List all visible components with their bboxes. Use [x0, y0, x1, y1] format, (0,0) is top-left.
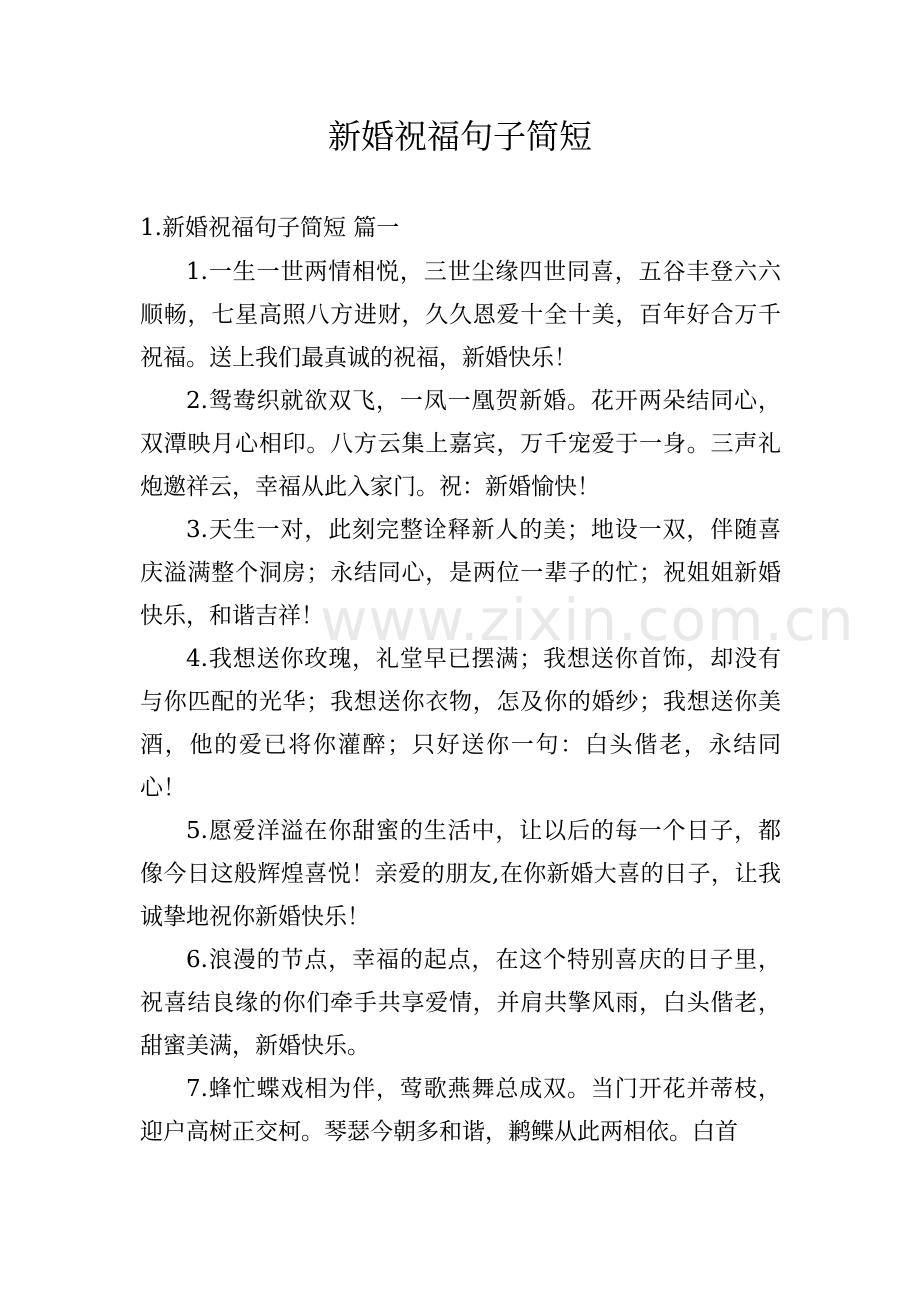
wish-paragraph-5: 5.愿爱洋溢在你甜蜜的生活中，让以后的每一个日子，都像今日这般辉煌喜悦！亲爱的朋友,在你新婚大喜的日子，让我诚挚地祝你新婚快乐！: [140, 818, 781, 930]
wish-paragraph-6: 6.浪漫的节点，幸福的起点，在这个特别喜庆的日子里，祝喜结良缘的你们牵手共享爱情，并肩共擎风雨，白头偕老，甜蜜美满，新婚快乐。: [140, 947, 781, 1059]
wish-paragraph-4: 4.我想送你玫瑰，礼堂早已摆满；我想送你首饰，却没有与你匹配的光华；我想送你衣物，怎及你的婚纱；我想送你美酒，他的爱已将你灌醉；只好送你一句：白头偕老，永结同心！: [140, 646, 781, 801]
document-title: 新婚祝福句子简短: [328, 117, 592, 156]
document-body: [140, 251, 781, 1154]
section-heading: 1.新婚祝福句子简短 篇一: [140, 215, 400, 241]
wish-paragraph-1: 1.一生一世两情相悦，三世尘缘四世同喜，五谷丰登六六顺畅，七星高照八方进财，久久恩爱十全十美，百年好合万千祝福。送上我们最真诚的祝福，新婚快乐！: [140, 259, 781, 371]
wish-paragraph-7: 7.蜂忙蝶戏相为伴，莺歌燕舞总成双。当门开花并蒂枝，迎户高树正交柯。琴瑟今朝多和谐，鹣鲽从此两相依。白首: [140, 1076, 781, 1145]
wish-paragraph-3: 3.天生一对，此刻完整诠释新人的美；地设一双，伴随喜庆溢满整个洞房；永结同心，是两位一辈子的忙；祝姐姐新婚快乐，和谐吉祥！: [140, 517, 781, 629]
watermark: www.zixin.com.cn: [320, 586, 855, 654]
wish-paragraph-2: 2.鸳鸯织就欲双飞，一凤一凰贺新婚。花开两朵结同心，双潭映月心相印。八方云集上嘉宾，万千宠爱于一身。三声礼炮邀祥云，幸福从此入家门。祝：新婚愉快！: [140, 388, 781, 500]
